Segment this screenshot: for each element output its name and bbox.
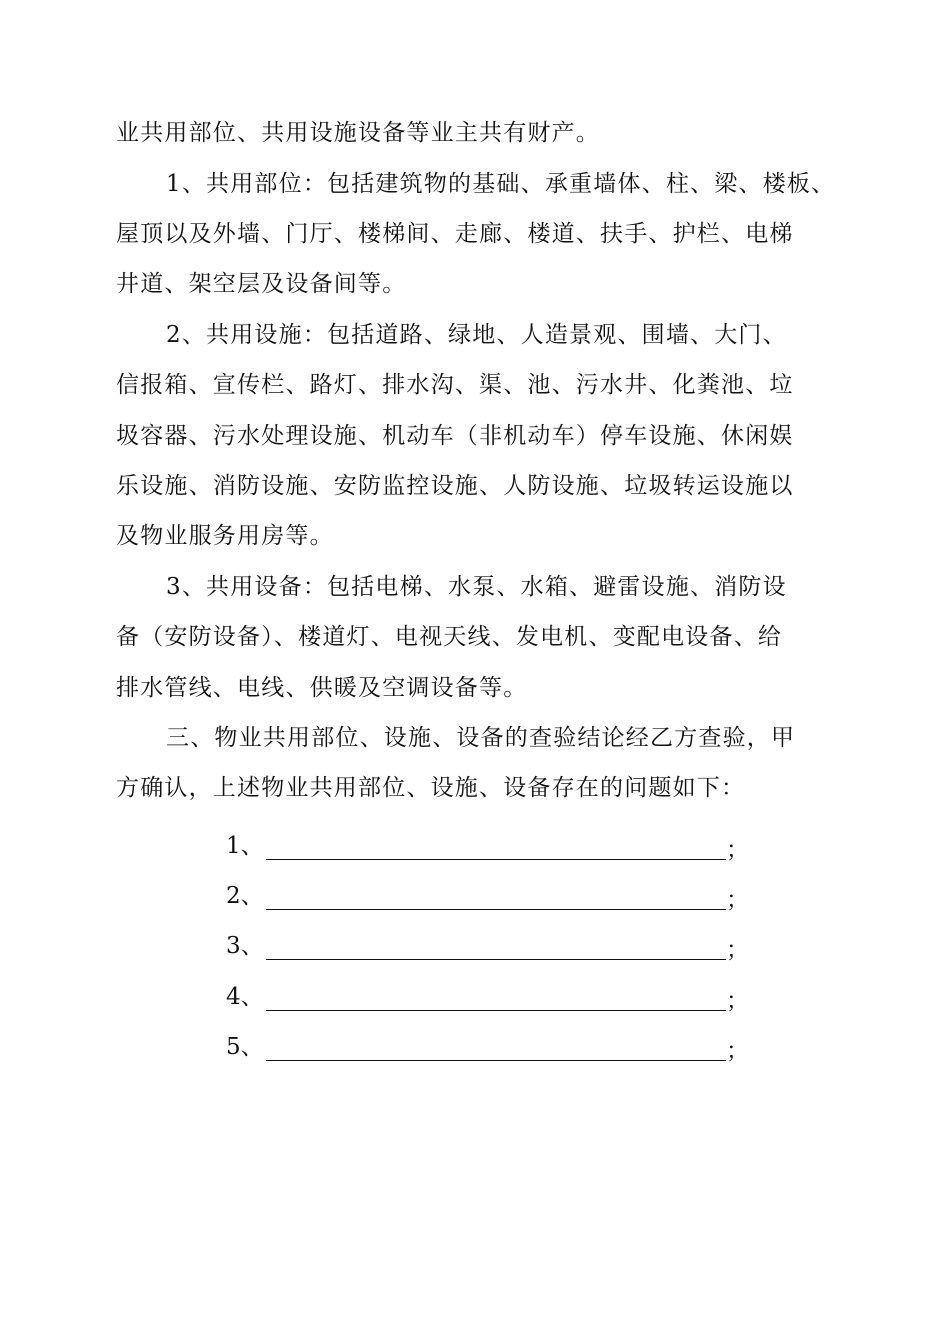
paragraph-line: 井道、架空层及设备间等。 bbox=[116, 271, 407, 297]
blank-number: 2、 bbox=[226, 883, 264, 909]
paragraph-line: 2、共用设施：包括道路、绿地、人造景观、围墙、大门、 bbox=[166, 322, 787, 348]
fill-in-line[interactable] bbox=[266, 909, 726, 910]
fill-in-line[interactable] bbox=[266, 1060, 726, 1061]
paragraph-line: 业共用部位、共用设施设备等业主共有财产。 bbox=[116, 120, 600, 146]
blank-number: 3、 bbox=[226, 933, 264, 959]
blank-semicolon: ； bbox=[726, 988, 749, 1014]
blank-item bbox=[226, 881, 749, 915]
fill-in-line[interactable] bbox=[266, 859, 726, 860]
blank-semicolon: ； bbox=[726, 887, 749, 913]
paragraph-line: 及物业服务用房等。 bbox=[116, 523, 334, 549]
paragraph-line: 1、共用部位：包括建筑物的基础、承重墙体、柱、梁、楼板、 bbox=[166, 171, 836, 197]
blank-number: 4、 bbox=[226, 984, 264, 1010]
fill-in-line[interactable] bbox=[266, 1010, 726, 1011]
blank-item bbox=[226, 982, 749, 1016]
paragraph-line: 三、物业共用部位、设施、设备的查验结论经乙方查验，甲 bbox=[166, 725, 796, 751]
fill-in-line[interactable] bbox=[266, 959, 726, 960]
paragraph-line: 3、共用设备：包括电梯、水泵、水箱、避雷设施、消防设 bbox=[166, 574, 787, 600]
blank-semicolon: ； bbox=[726, 1038, 749, 1064]
blank-semicolon: ； bbox=[726, 837, 749, 863]
paragraph-line: 信报箱、宣传栏、路灯、排水沟、渠、池、污水井、化粪池、垃 bbox=[116, 372, 794, 398]
paragraph-line: 排水管线、电线、供暖及空调设备等。 bbox=[116, 675, 528, 701]
paragraph-line: 屋顶以及外墙、门厅、楼梯间、走廊、楼道、扶手、护栏、电梯 bbox=[116, 221, 794, 247]
blank-item bbox=[226, 931, 749, 965]
paragraph-line: 乐设施、消防设施、安防监控设施、人防设施、垃圾转运设施以 bbox=[116, 473, 794, 499]
blank-semicolon: ； bbox=[726, 937, 749, 963]
blank-item bbox=[226, 1032, 749, 1066]
paragraph-line: 备（安防设备）、楼道灯、电视天线、发电机、变配电设备、给 bbox=[116, 624, 783, 650]
blank-number: 1、 bbox=[226, 833, 264, 859]
blank-item bbox=[226, 831, 749, 865]
blank-number: 5、 bbox=[226, 1034, 264, 1060]
paragraph-line: 圾容器、污水处理设施、机动车（非机动车）停车设施、休闲娱 bbox=[116, 423, 794, 449]
paragraph-line: 方确认，上述物业共用部位、设施、设备存在的问题如下： bbox=[116, 775, 746, 801]
